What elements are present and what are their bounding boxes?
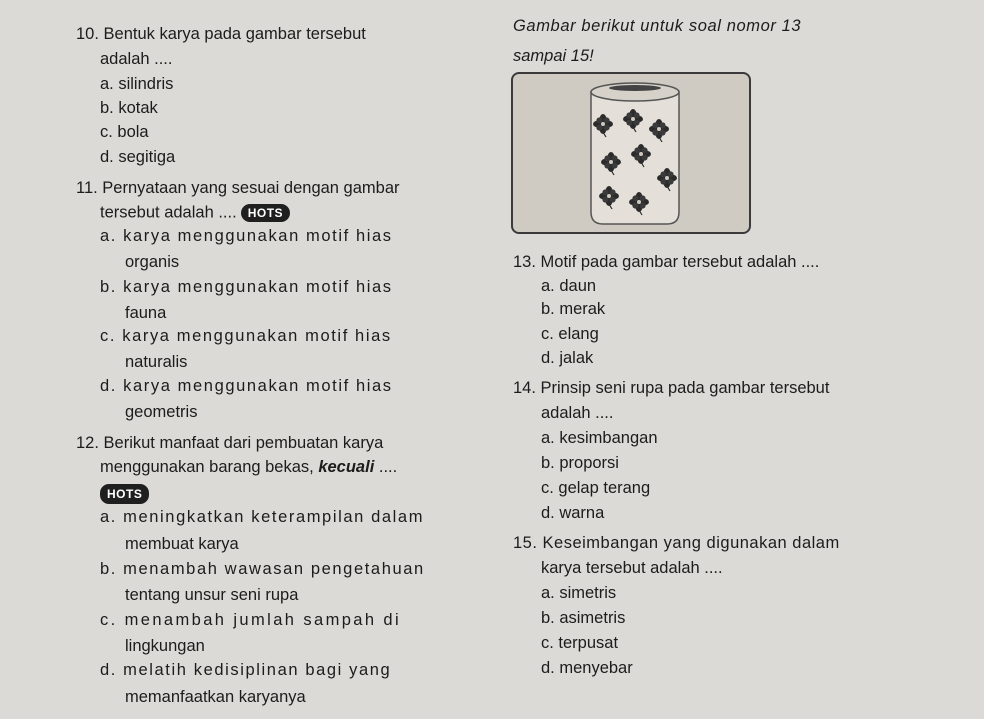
q15-option-c: c. terpusat (541, 634, 619, 652)
q11-option-a-line1: a. karya menggunakan motif hias (100, 227, 393, 245)
q12-option-a-line2: membuat karya (125, 535, 239, 553)
q14-stem-line2: adalah .... (541, 404, 614, 422)
q11-stem-text: tersebut adalah .... (100, 203, 237, 222)
q12-option-b-line1: b. menambah wawasan pengetahuan (100, 560, 425, 578)
q14-option-b: b. proporsi (541, 454, 619, 472)
q11-option-a-line2: organis (125, 253, 180, 271)
q12-option-a-line1: a. meningkatkan keterampilan dalam (100, 508, 425, 526)
q12-option-c-line1: c. menambah jumlah sampah di (100, 611, 402, 629)
q12-option-d-line2: memanfaatkan karyanya (125, 688, 306, 706)
instruction-line2: sampai 15! (513, 47, 594, 65)
decorated-jar-illustration (513, 74, 749, 232)
q15-option-d: d. menyebar (541, 659, 633, 677)
q12-stem-ellipsis: .... (374, 458, 398, 476)
q15-option-b: b. asimetris (541, 609, 626, 627)
q13-option-c: c. elang (541, 325, 599, 343)
q11-stem-line2 (100, 204, 290, 222)
q13-option-d: d. jalak (541, 349, 594, 367)
q14-option-a: a. kesimbangan (541, 429, 658, 447)
q12-option-c-line2: lingkungan (125, 637, 205, 655)
q15-stem-line1: 15. Keseimbangan yang digunakan dalam (513, 534, 840, 552)
q12-hots-badge: HOTS (100, 484, 149, 504)
q10-stem-line2: adalah .... (100, 50, 173, 68)
jar-picture (511, 72, 751, 234)
q12-option-b-line2: tentang unsur seni rupa (125, 586, 299, 604)
q15-stem-line2: karya tersebut adalah .... (541, 559, 723, 577)
q14-option-c: c. gelap terang (541, 479, 651, 497)
q13-option-a: a. daun (541, 277, 597, 295)
q11-stem-line1: 11. Pernyataan yang sesuai dengan gambar (76, 179, 400, 197)
q12-emphasis: kecuali (318, 458, 375, 476)
q10-option-a: a. silindris (100, 75, 174, 93)
q12-option-d-line1: d. melatih kedisiplinan bagi yang (100, 661, 392, 679)
q12-stem-text: menggunakan barang bekas, (100, 458, 319, 476)
q11-hots-badge: HOTS (241, 204, 290, 222)
q14-stem-line1: 14. Prinsip seni rupa pada gambar tersebut (513, 379, 830, 397)
q11-option-c-line2: naturalis (125, 353, 188, 371)
q11-option-d-line1: d. karya menggunakan motif hias (100, 377, 393, 395)
q12-stem-line1: 12. Berikut manfaat dari pembuatan karya (76, 434, 384, 452)
instruction-line1: Gambar berikut untuk soal nomor 13 (513, 17, 802, 35)
q11-option-d-line2: geometris (125, 403, 198, 421)
q11-option-c-line1: c. karya menggunakan motif hias (100, 327, 392, 345)
q10-option-d: d. segitiga (100, 148, 176, 166)
q13-option-b: b. merak (541, 300, 606, 318)
q10-stem-line1: 10. Bentuk karya pada gambar tersebut (76, 25, 366, 43)
q11-option-b-line2: fauna (125, 304, 167, 322)
q11-option-b-line1: b. karya menggunakan motif hias (100, 278, 393, 296)
q10-option-b: b. kotak (100, 99, 158, 117)
q10-option-c: c. bola (100, 123, 149, 141)
q15-option-a: a. simetris (541, 584, 617, 602)
q13-stem: 13. Motif pada gambar tersebut adalah .... (513, 253, 820, 271)
q14-option-d: d. warna (541, 504, 605, 522)
q12-stem-line2 (100, 459, 397, 476)
